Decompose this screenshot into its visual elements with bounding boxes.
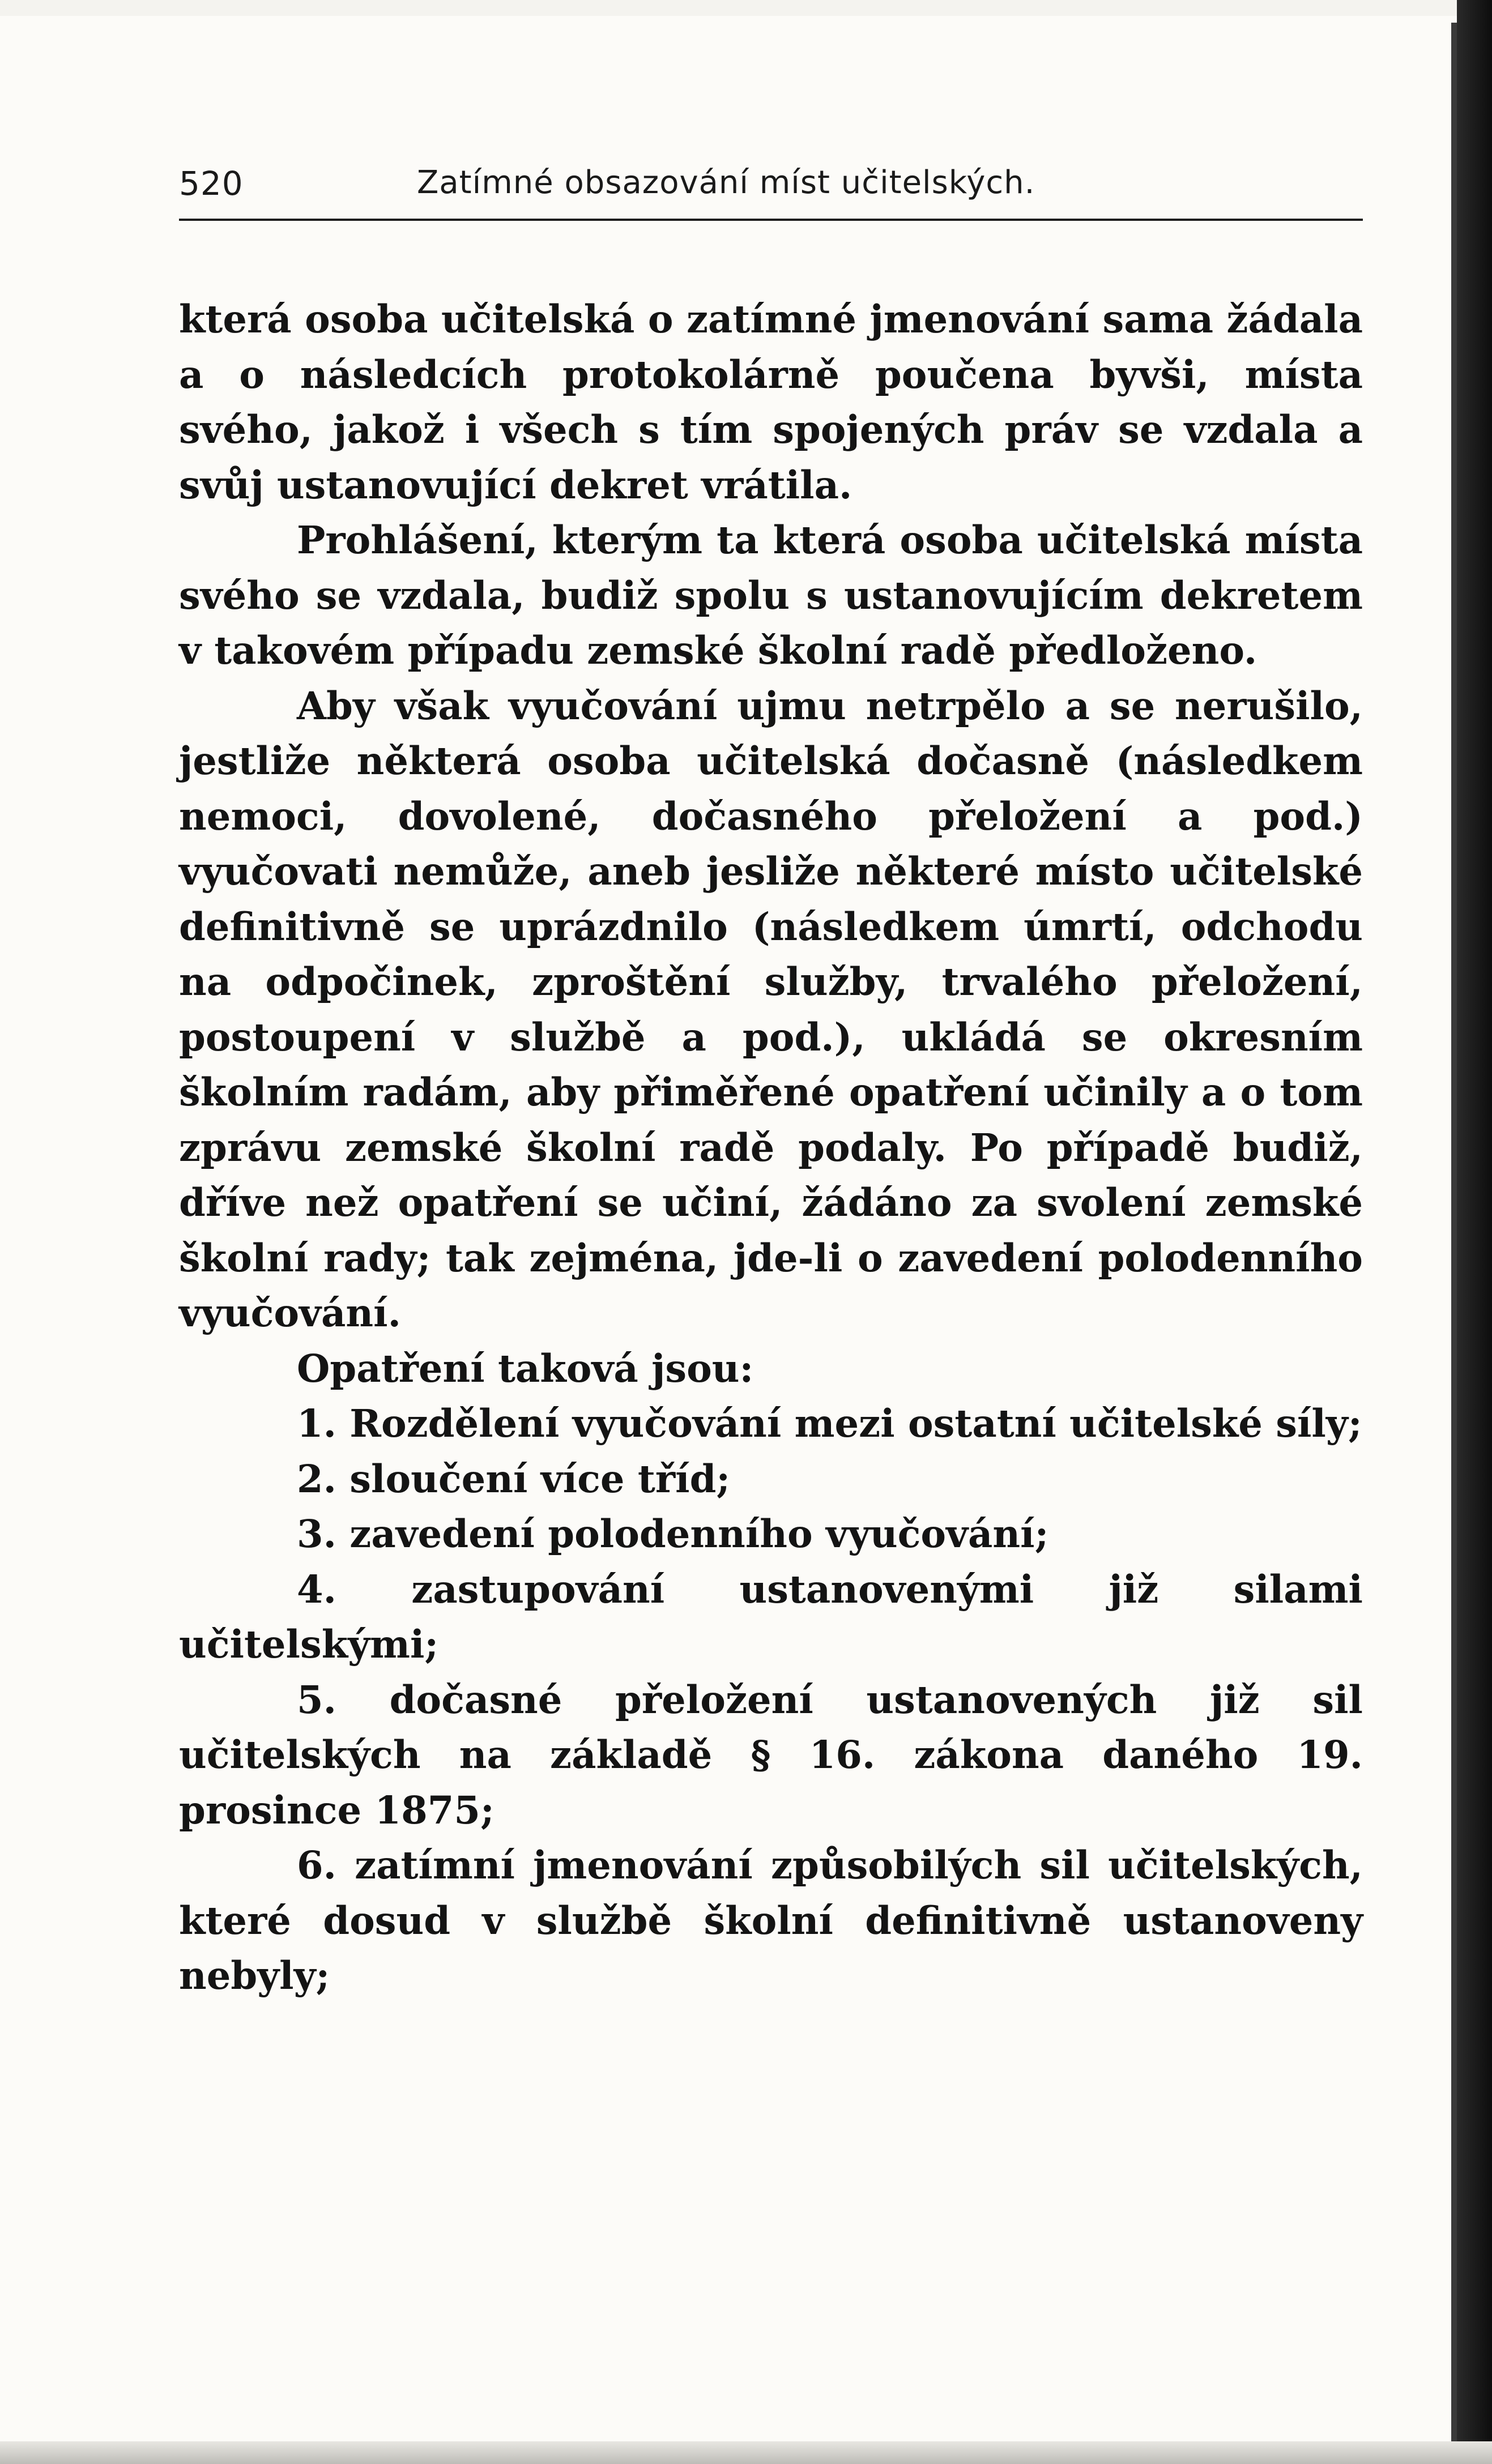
list-item: 1. Rozdělení vyučování mezi ostatní učitelské síly;	[297, 1401, 1362, 1446]
list-item: 5. dočasné přeložení ustanovených již sil učitelských na základě § 16. zákona daného 19. prosince 1875;	[179, 1677, 1363, 1833]
list-intro: Opatření taková jsou:	[297, 1346, 754, 1391]
page-right-edge	[1457, 0, 1492, 2464]
list-item: 4. zastupování ustanovenými již silami učitelskými;	[179, 1566, 1363, 1667]
paragraph: Aby však vyučování ujmu netrpělo a se nerušilo, jestliže některá osoba učitelská dočasně (následkem nemoci, dovolené, dočasného přeložení a pod.) vyučovati nemůže, aneb jesliže některé místo učitelské definitivně se uprázdnilo (následkem úmrtí, odchodu na odpočinek, zproštění služby, trvalého přeložení, postoupení v službě a pod.), ukládá se okresním školním radám, aby přiměřené opatření učinily a o tom zprávu zemské školní radě podaly. Po případě budiž, dříve než opatření se učiní, žádáno za svolení zemské školní rady; tak zejména, jde-li o zavedení polodenního vyučování.	[179, 683, 1363, 1335]
running-title: Zatímné obsazování míst učitelských.	[417, 164, 1035, 201]
list-item: 2. sloučení více tříd;	[297, 1456, 731, 1501]
paragraph: Prohlášení, kterým ta která osoba učitelská místa svého se vzdala, budiž spolu s ustanovujícím dekretem v takovém případu zemské školní radě předloženo.	[179, 518, 1363, 673]
list-item: 6. zatímní jmenování způsobilých sil učitelských, které dosud v službě školní definitivně ustanoveny nebyly;	[179, 1843, 1363, 1998]
header-rule	[179, 219, 1363, 221]
body-text	[179, 292, 1363, 2004]
running-header	[179, 154, 1363, 205]
binding-shadow	[1451, 23, 1457, 2464]
list-item: 3. zavedení polodenního vyučování;	[297, 1511, 1049, 1556]
page-top-edge	[0, 0, 1492, 16]
page-number: 520	[179, 164, 244, 203]
page-bottom-edge	[0, 2441, 1492, 2464]
paragraph-continuation: která osoba učitelská o zatímné jmenování sama žádala a o následcích protokolárně poučena byvši, místa svého, jakož i všech s tím spojených práv se vzdala a svůj ustanovující dekret vrátila.	[179, 297, 1363, 507]
